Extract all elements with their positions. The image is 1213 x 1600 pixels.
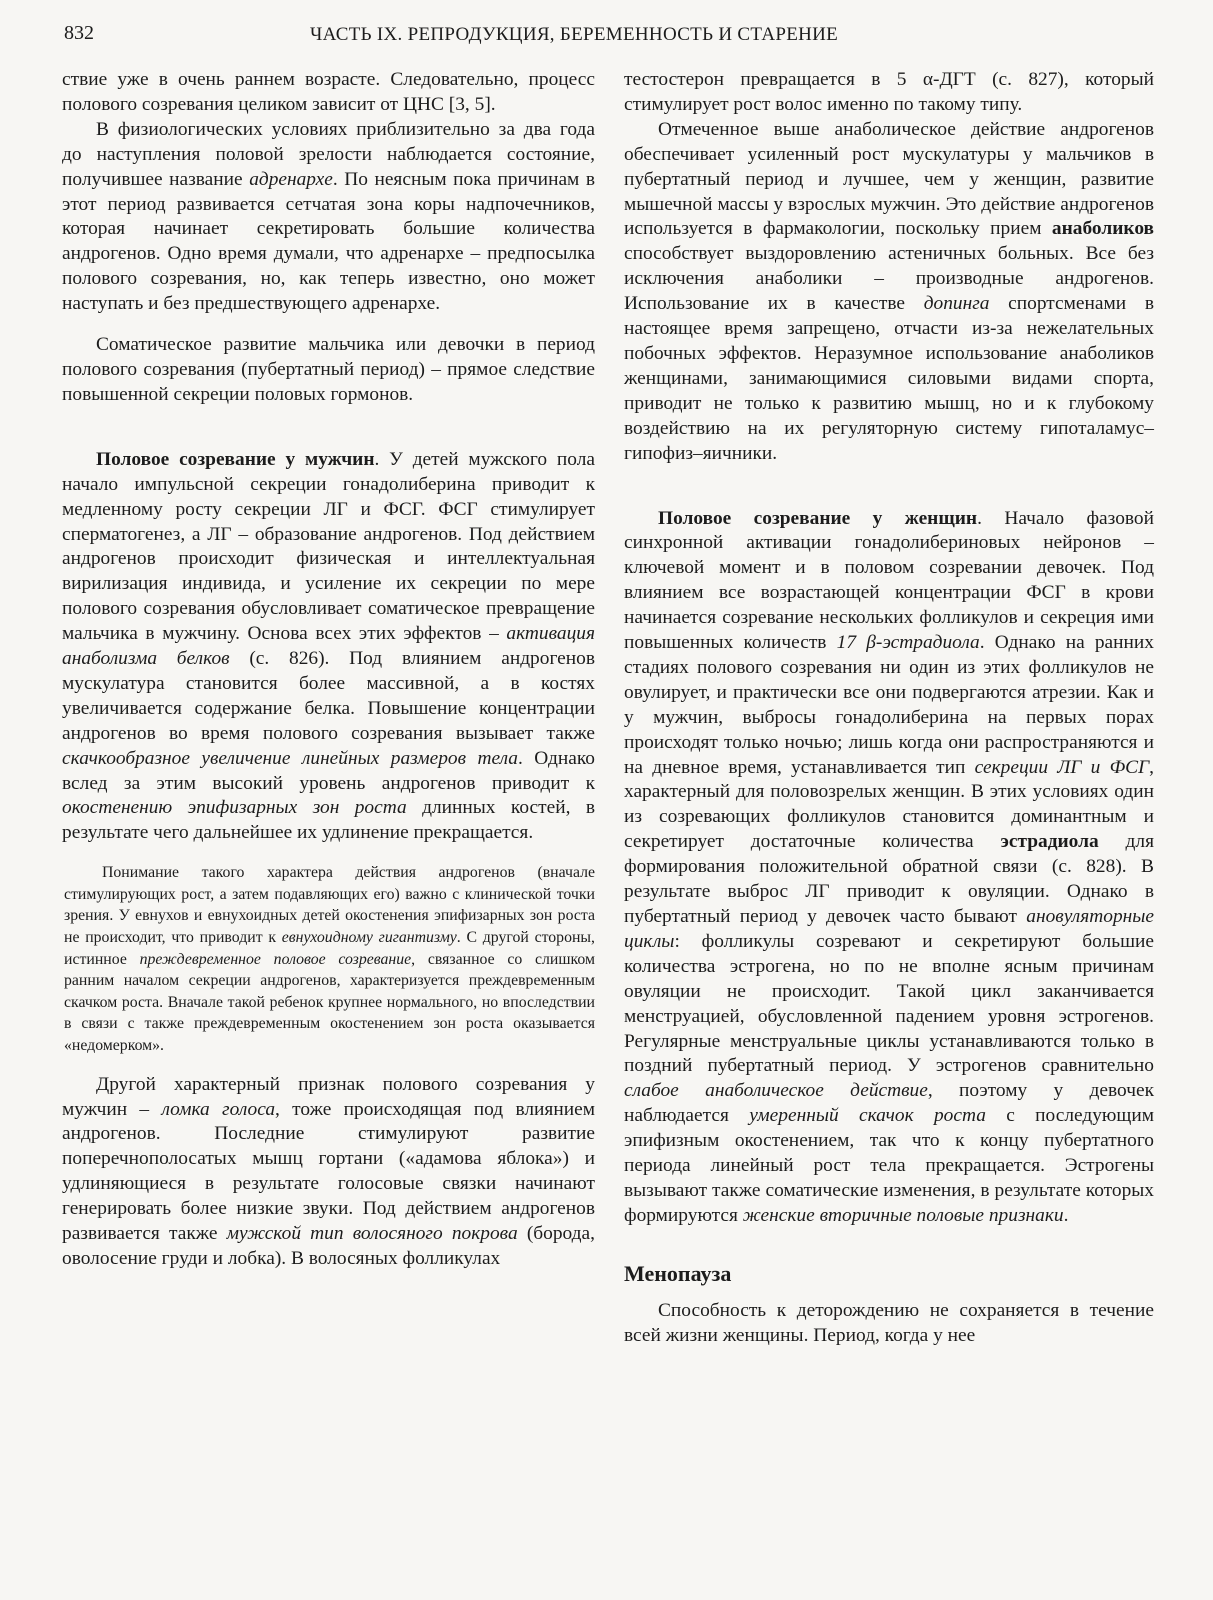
right-column [624, 68, 1154, 1349]
page-number: 832 [64, 22, 94, 44]
page-header [60, 22, 1160, 52]
paragraph: Половое созревание у женщин. Начало фазовой синхронной активации гонадолибериновых нейронов – ключевой момент и в половом созревании девочек. Под влиянием все возрастающей концентрации ФСГ в крови начинается созревание нескольких фолликулов и секреция ими повышенных количеств 17 β-эстрадиола. Однако на ранних стадиях полового созревания ни один из этих фолликулов не овулирует, и практически все они подвергаются атрезии. Как и у мужчин, выбросы гонадолиберина на первых порах происходят только ночью; лишь когда они распространяются и на дневное время, устанавливается тип секреции ЛГ и ФСГ, характерный для половозрелых женщин. В этих условиях один из созревающих фолликулов становится доминантным и секретирует достаточные количества эстрадиола для формирования положительной обратной связи (с. 828). В результате выброс ЛГ приводит к овуляции. Однако в пубертатный период у девочек часто бывают ановуляторные циклы: фолликулы созревают и секретируют большие количества эстрогена, но по не вполне ясным причинам овуляции не происходит. Такой цикл заканчивается менструацией, обусловленной падением уровня эстрогенов. Регулярные менструальные циклы устанавливаются только в поздний пубертатный период. У эстрогенов сравнительно слабое анаболическое действие, поэтому у девочек наблюдается умеренный скачок роста с последующим эпифизным окостенением, так что к концу пубертатного периода линейный рост тела прекращается. Эстрогены вызывают также соматические изменения, в результате которых формируются женские вторичные половые признаки. [624, 507, 1154, 1226]
paragraph: В физиологических условиях приблизительно за два года до наступления половой зрелости наблюдается состояние, получившее название адренархе. По неясным пока причинам в этот период развивается сетчатая зона коры надпочечников, которая начинает секретировать большие количества андрогенов. Одно время думали, что адренархе – предпосылка полового созревания, но, как теперь известно, оно может наступать и без предшествующего адренархе. [62, 118, 595, 315]
note-paragraph: Понимание такого характера действия андрогенов (вначале стимулирующих рост, а затем подавляющих его) важно с клинической точки зрения. У евнухов и евнухоидных детей окостенения эпифизарных зон роста не происходит, что приводит к евнухоидному гигантизму. С другой стороны, истинное преждевременное половое созревание, связанное со слишком ранним началом секреции андрогенов, характеризуется преждевременным скачком роста. Вначале такой ребенок крупнее нормального, но впоследствии в связи с также преждевременным окостенением зон роста оказывается «недомерком». [64, 864, 595, 1055]
paragraph: Другой характерный признак полового созревания у мужчин – ломка голоса, тоже происходящая под влиянием андрогенов. Последние стимулируют развитие поперечнополосатых мышц гортани («адамова яблока») и удлиняющиеся в результате голосовые связки начинают генерировать более низкие звуки. Под действием андрогенов развивается также мужской тип волосяного покрова (борода, оволосение груди и лобка). В волосяных фолликулах [62, 1073, 595, 1269]
paragraph: ствие уже в очень раннем возрасте. Следовательно, процесс полового созревания целиком зависит от ЦНС [3, 5]. [62, 69, 595, 115]
run-in-heading: Половое созревание у мужчин [96, 448, 375, 470]
paragraph: тестостерон превращается в 5 α-ДГТ (с. 827), который стимулирует рост волос именно по такому типу. [624, 69, 1154, 115]
paragraph: Соматическое развитие мальчика или девочки в период полового созревания (пубертатный период) – прямое следствие повышенной секреции половых гормонов. [62, 334, 595, 405]
paragraph: Способность к деторождению не сохраняется в течение всей жизни женщины. Период, когда у нее [624, 1299, 1154, 1346]
run-in-heading: Половое созревание у женщин [658, 507, 978, 529]
paragraph: Половое созревание у мужчин. У детей мужского пола начало импульсной секреции гонадолиберина приводит к медленному росту секреции ЛГ и ФСГ. ФСГ стимулирует сперматогенез, а ЛГ – образование андрогенов. Под действием андрогенов происходит физическая и интеллектуальная вирилизация индивида, и усиление их секреции по мере полового созревания обусловливает соматическое превращение мальчика в мужчину. Основа всех этих эффектов – активация анаболизма белков (с. 826). Под влиянием андрогенов мускулатура становится более массивной, а в костях увеличивается содержание белка. Повышение концентрации андрогенов во время полового созревания вызывает также скачкообразное увеличение линейных размеров тела. Однако вслед за этим высокий уровень андрогенов приводит к окостенению эпифизарных зон роста длинных костей, в результате чего дальнейшее их удлинение прекращается. [62, 448, 596, 844]
running-title: ЧАСТЬ IX. РЕПРОДУКЦИЯ, БЕРЕМЕННОСТЬ И СТАРЕНИЕ [310, 24, 839, 45]
left-column [62, 68, 595, 1272]
section-heading: Менопауза [624, 1260, 732, 1286]
paragraph: Отмеченное выше анаболическое действие андрогенов обеспечивает усиленный рост мускулатуры у мальчиков в пубертатный период и лучшее, чем у женщин, развитие мышечной массы у взрослых мужчин. Это действие андрогенов используется в фармакологии, поскольку прием анаболиков способствует выздоровлению астеничных больных. Все без исключения анаболики – производные андрогенов. Использование их в качестве допинга спортсменами в настоящее время запрещено, отчасти из-за нежелательных побочных эффектов. Неразумное использование анаболиков женщинами, занимающимися силовыми видами спорта, приводит не только к развитию мышц, но и к глубокому воздействию на их регуляторную систему гипоталамус–гипофиз–яичники. [624, 118, 1155, 464]
